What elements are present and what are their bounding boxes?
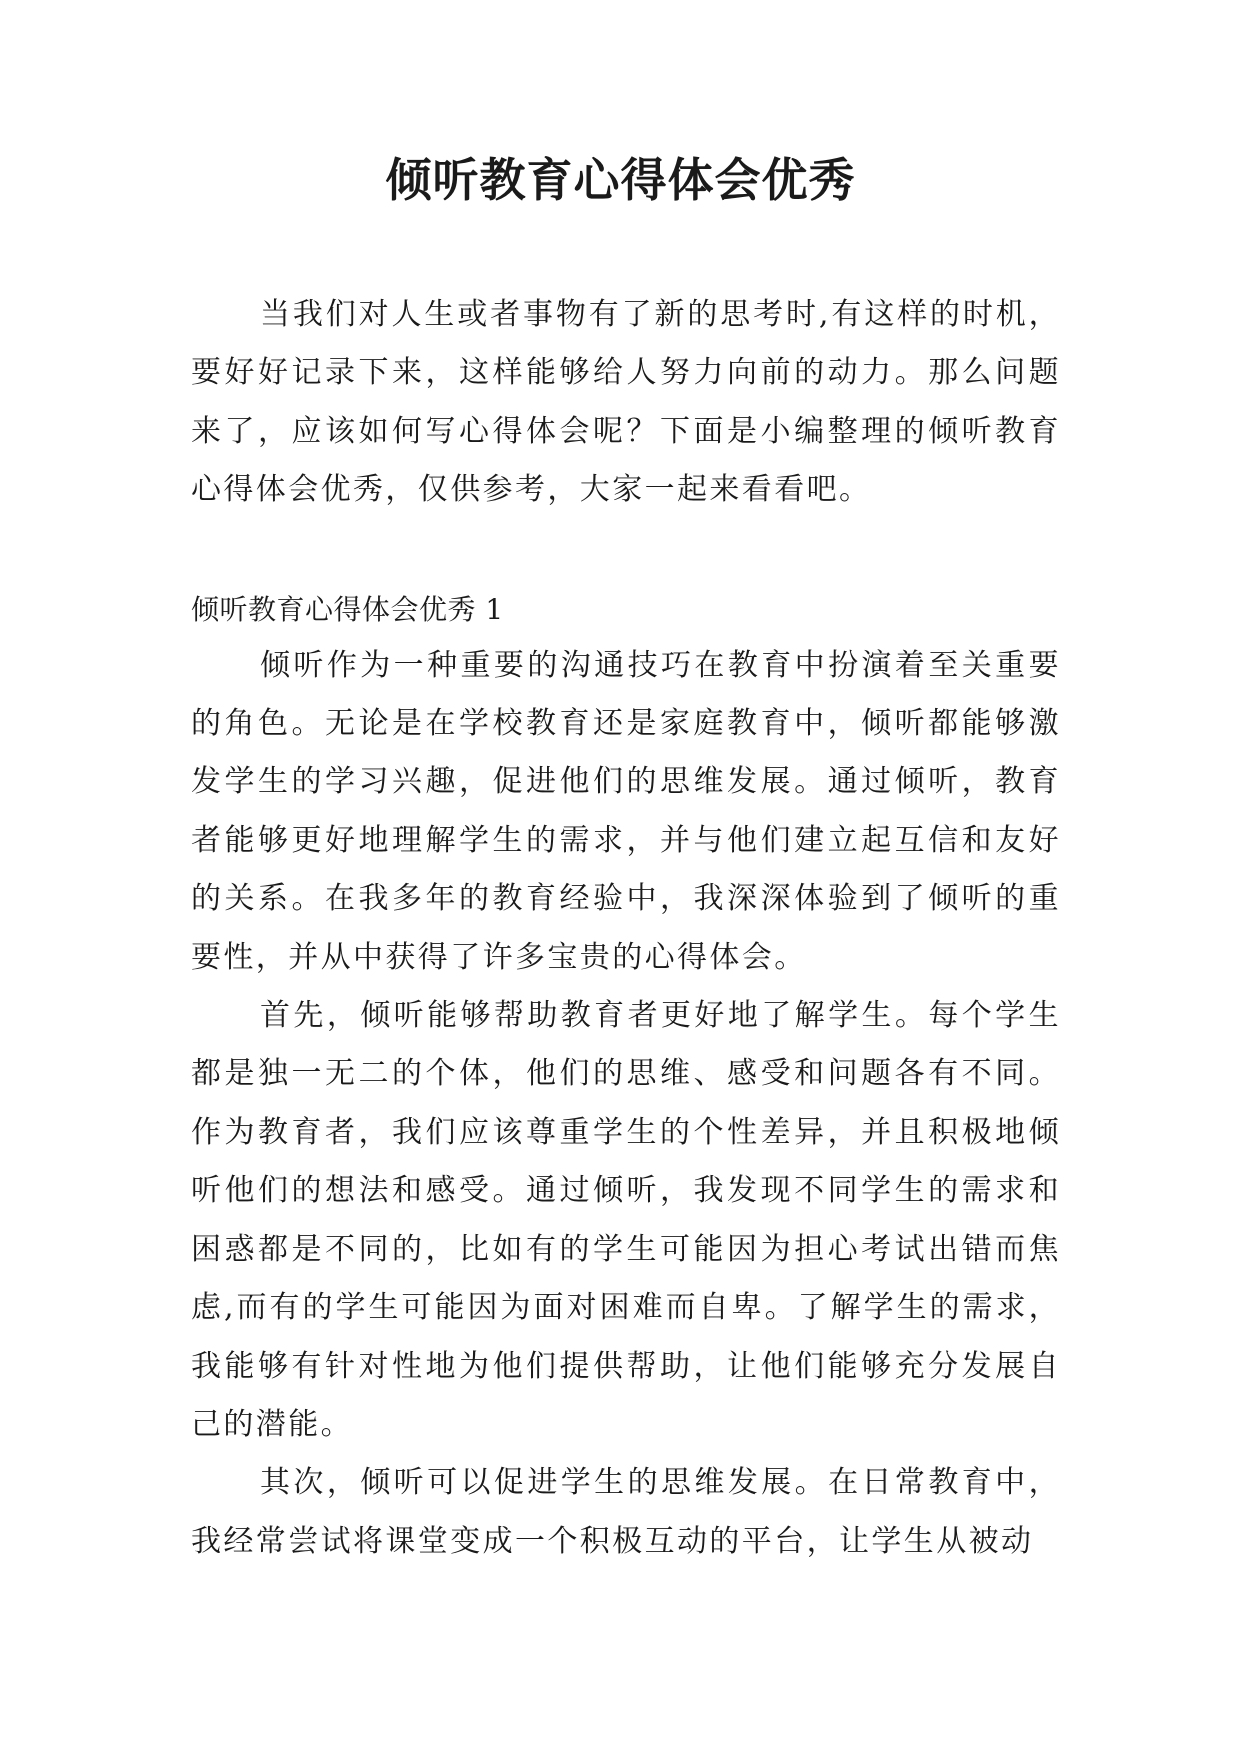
body-paragraph-1: 倾听作为一种重要的沟通技巧在教育中扮演着至关重要的角色。无论是在学校教育还是家庭教育中，倾听都能够激发学生的学习兴趣，促进他们的思维发展。通过倾听，教育者能够更好地理解学生的需求，并与他们建立起互信和友好的关系。在我多年的教育经验中，我深深体验到了倾听的重要性，并从中获得了许多宝贵的心得体会。 [191,647,1061,975]
intro-paragraph: 当我们对人生或者事物有了新的思考时,有这样的时机，要好好记录下来，这样能够给人努力向前的动力。那么问题来了，应该如何写心得体会呢？下面是小编整理的倾听教育心得体会优秀，仅供参考，大家一起来看看吧。 [191,297,1061,508]
section-spacer [191,520,1061,583]
document-title: 倾听教育心得体会优秀 [385,153,856,207]
document-body [191,286,1061,1571]
body-paragraph-3: 其次，倾听可以促进学生的思维发展。在日常教育中，我经常尝试将课堂变成一个积极互动的平台，让学生从被动 [191,1465,1061,1559]
body-paragraph-2: 首先，倾听能够帮助教育者更好地了解学生。每个学生都是独一无二的个体，他们的思维、感受和问题各有不同。作为教育者，我们应该尊重学生的个性差异，并且积极地倾听他们的想法和感受。通过倾听，我发现不同学生的需求和困惑都是不同的，比如有的学生可能因为担心考试出错而焦虑,而有的学生可能因为面对困难而自卑。了解学生的需求，我能够有针对性地为他们提供帮助，让他们能够充分发展自己的潜能。 [191,998,1061,1442]
section-heading: 倾听教育心得体会优秀 1 [191,592,504,626]
